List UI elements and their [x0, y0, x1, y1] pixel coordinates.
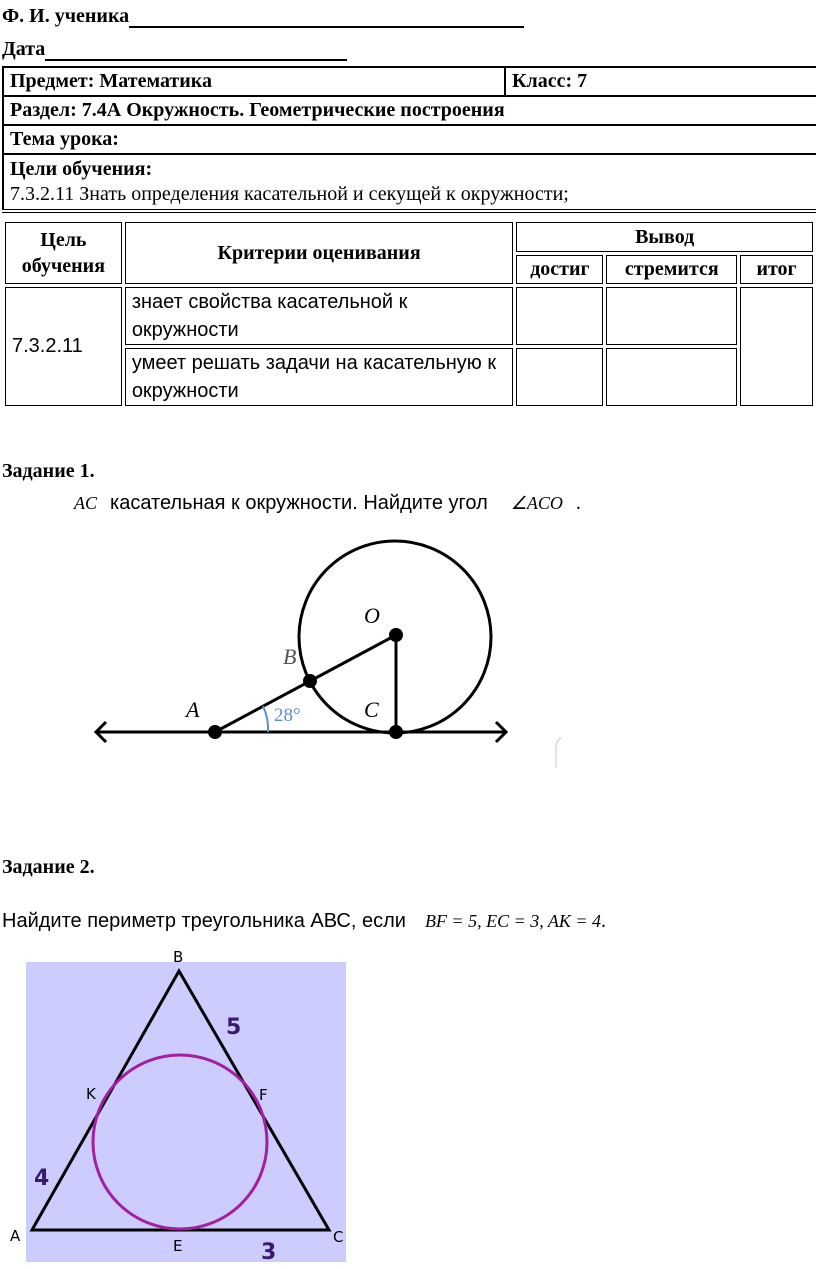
date-label: Дата	[2, 38, 46, 60]
goals-text: 7.3.2.11 Знать определения касательной и секущей к окружности;	[10, 183, 569, 205]
goals-cell	[3, 154, 816, 211]
angle-arc	[263, 706, 268, 732]
criteria-row-1: знает свойства касательной к окружности	[125, 287, 514, 345]
length-ec-label: 3	[261, 1240, 277, 1265]
achieved-cell-1[interactable]	[516, 287, 603, 345]
figure-background	[26, 962, 346, 1262]
achieved-cell-2[interactable]	[516, 348, 603, 406]
label-a-vertex: A	[10, 1227, 21, 1245]
label-o: O	[364, 603, 380, 628]
sub-achieved-header: достиг	[516, 255, 603, 284]
task1-statement	[74, 492, 581, 515]
criteria-row-2: умеет решать задачи на касательную к окружности	[125, 348, 514, 406]
task2-statement	[2, 910, 606, 933]
task2-period: .	[601, 910, 607, 932]
task1-period: .	[575, 492, 581, 514]
point-b	[303, 674, 317, 688]
length-bf-label: 5	[226, 1015, 242, 1040]
striving-cell-2[interactable]	[606, 348, 737, 406]
col-result-header: Вывод	[516, 222, 813, 252]
task2-text: Найдите периметр треугольника АВС, если	[2, 910, 406, 932]
subject-cell: Предмет: Математика	[3, 67, 505, 96]
label-a: A	[186, 697, 200, 722]
student-name-line[interactable]	[2, 4, 524, 28]
goal-code-cell: 7.3.2.11	[5, 287, 122, 406]
task1-symbol-ac: AC	[74, 493, 98, 513]
grade-cell: Класс: 7	[505, 67, 816, 96]
task2-title: Задание 2.	[2, 856, 95, 878]
point-a	[208, 725, 222, 739]
sub-striving-header: стремится	[606, 255, 737, 284]
task1-title: Задание 1.	[2, 460, 95, 482]
section-cell: Раздел: 7.4А Окружность. Геометрические построения	[3, 96, 816, 125]
topic-cell: Тема урока:	[3, 125, 816, 154]
date-field[interactable]	[45, 37, 347, 61]
point-c	[389, 725, 403, 739]
task2-figure	[0, 942, 360, 1269]
task1-text: касательная к окружности. Найдите угол	[110, 492, 488, 514]
student-name-field[interactable]	[129, 4, 524, 28]
label-c: C	[364, 697, 379, 722]
total-cell[interactable]	[740, 287, 813, 406]
goals-label: Цели обучения:	[10, 158, 153, 180]
angle-label: 28°	[274, 705, 301, 726]
label-b-vertex: B	[173, 948, 184, 966]
label-f-point: F	[259, 1086, 268, 1104]
task1-angle-symbol: ∠ACO	[510, 493, 563, 513]
student-name-label: Ф. И. ученика	[2, 5, 130, 27]
label-c-vertex: C	[333, 1228, 344, 1246]
striving-cell-1[interactable]	[606, 287, 737, 345]
label-e-point: E	[173, 1237, 183, 1255]
col-goal-header: Цель обучения	[5, 222, 122, 284]
lesson-info-table	[2, 66, 816, 213]
length-ak-label: 4	[34, 1166, 50, 1191]
faint-artifact-mark	[556, 738, 561, 768]
criteria-table	[2, 219, 816, 409]
sub-total-header: итог	[740, 255, 813, 284]
date-line[interactable]	[2, 37, 347, 61]
label-b: B	[283, 644, 297, 669]
col-criteria-header: Критерии оценивания	[125, 222, 514, 284]
point-o	[389, 628, 403, 642]
label-k-point: K	[86, 1085, 96, 1103]
task1-figure	[0, 520, 816, 780]
task2-condition: BF = 5, EC = 3, AK = 4	[424, 911, 602, 931]
